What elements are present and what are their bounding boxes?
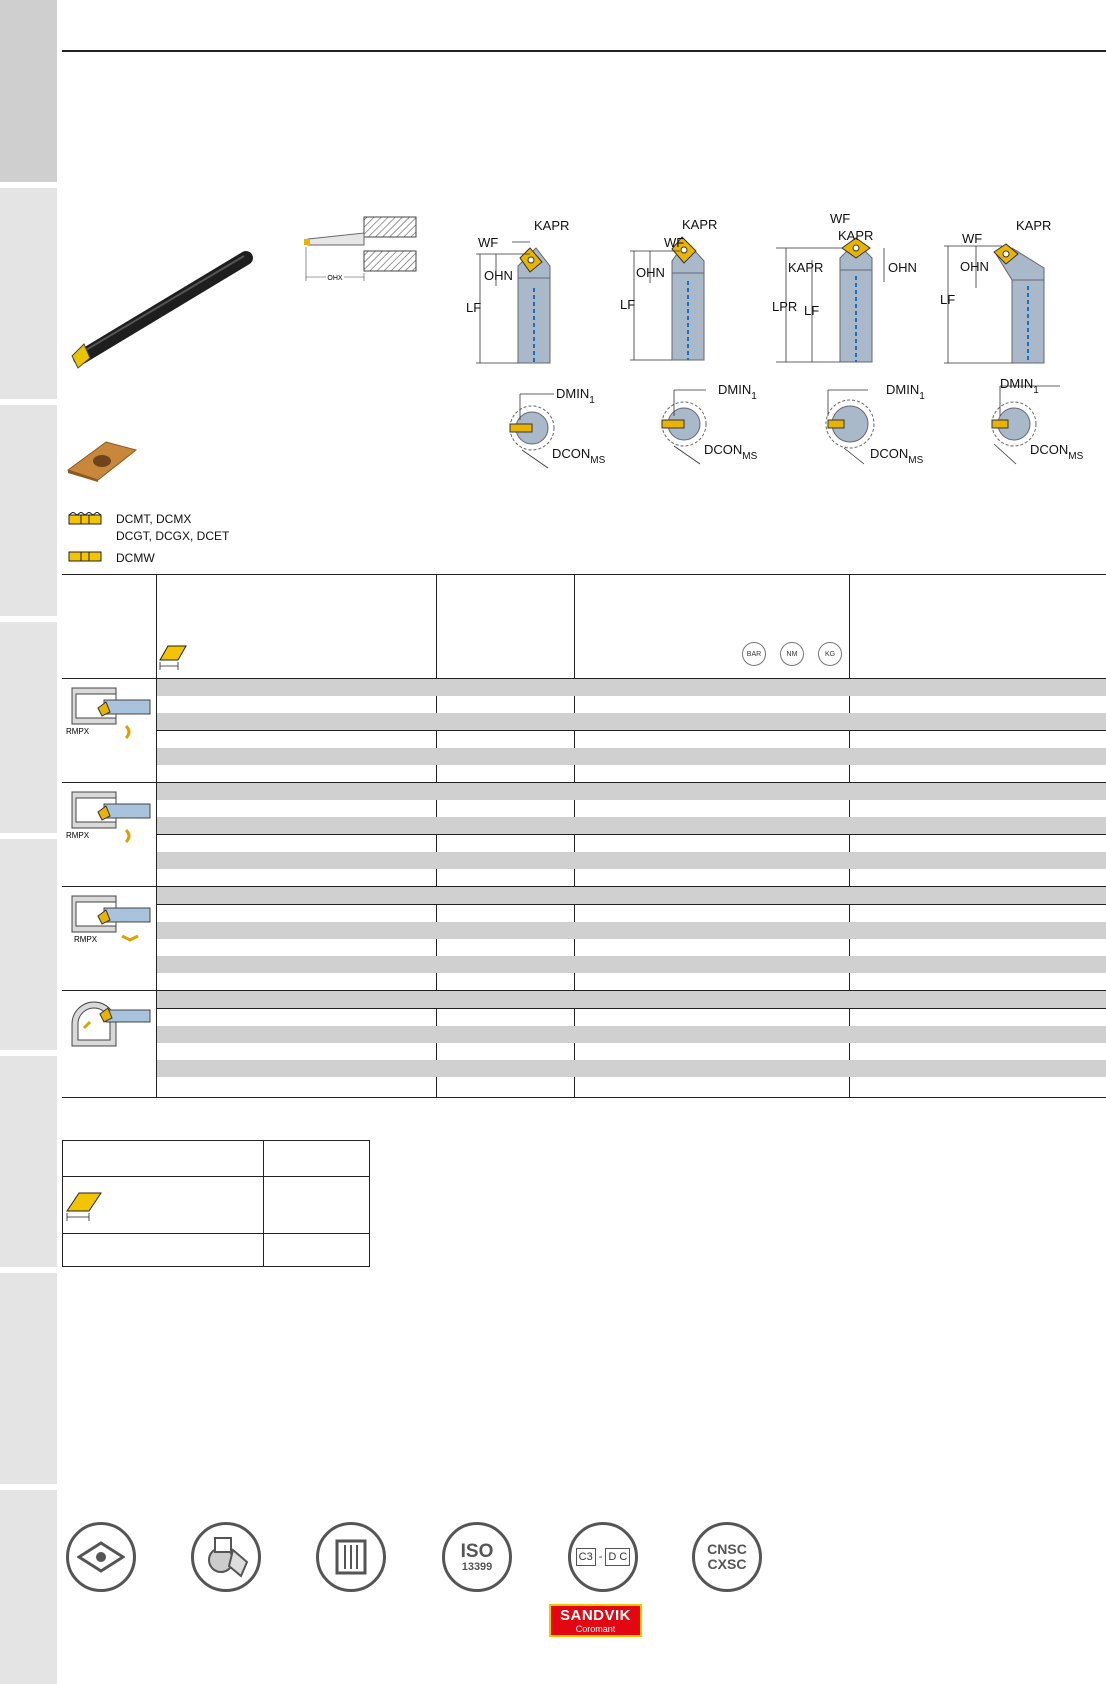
unit-kg-button[interactable]: KG [818,642,842,666]
insert-geometry-icon-1 [68,512,102,525]
index-tab-4[interactable] [0,622,57,833]
index-tab-6[interactable] [0,1056,57,1267]
dcon-label: $DCON_{MS}$ [1030,442,1084,462]
legend-line-2: DCGT, DCGX, DCET [116,529,230,543]
ohn-label: OHN [484,268,513,283]
unit-bar-button[interactable]: BAR [742,642,766,666]
application-icon-2 [64,786,154,846]
tool-view-1 [466,218,596,368]
ohx-drawing [298,215,423,285]
cnsc-cxsc-icon[interactable] [692,1522,762,1592]
dmin-label: $DMIN_1$ [886,382,925,402]
kapr-label: KAPR [534,218,570,233]
lf-label: LF [940,292,956,307]
index-tab-8[interactable] [0,1490,57,1684]
legend-line-1: DCMT, DCMX [116,512,192,526]
index-tab-1[interactable] [0,0,57,182]
rmpx-label: RMPX [66,831,90,840]
legend-line-3: DCMW [116,551,155,565]
insert-geometry-icon-2 [68,551,102,562]
insert-size-icon [65,1191,105,1225]
boring-bar-image [68,246,258,376]
wf-label: WF [830,212,851,226]
kapr-label-2: KAPR [788,260,824,275]
unit-nm-button[interactable]: NM [780,642,804,666]
insert-image [66,440,138,482]
dmin-label: $DMIN_1$ [1000,376,1039,396]
application-icon-4 [64,994,154,1054]
dcon-label: $DCON_{MS}$ [552,446,606,466]
ohn-label: OHN [960,259,989,274]
collet-icon[interactable] [316,1522,386,1592]
end-view-2 [652,376,782,466]
kapr-label: KAPR [1016,218,1052,233]
lpr-label: LPR [772,299,798,314]
kapr-label: KAPR [838,228,874,243]
tool-view-3 [772,212,922,367]
cxsc-label: CXSC [707,1556,747,1572]
iso-label: ISO [460,1540,494,1562]
tool-holder-icon[interactable] [191,1522,261,1592]
lf-label: LF [466,300,482,315]
lf-label: LF [804,303,820,318]
wf-label: WF [478,235,499,250]
ohn-label: OHN [636,265,665,280]
end-view-1 [500,380,630,470]
end-view-3 [814,376,944,466]
c3-label: C3 [576,1548,596,1566]
wf-label: WF [962,231,983,246]
rmpx-label: RMPX [66,727,90,736]
wf-label: WF [664,235,685,250]
kapr-label: KAPR [682,217,718,232]
insert-size-table [62,1140,370,1267]
cnsc-label: CNSC [707,1541,747,1557]
end-view-4 [980,376,1106,466]
dmin-label: $DMIN_1$ [718,382,757,402]
header-rule [62,50,1106,52]
iso-13399-icon[interactable] [442,1522,512,1592]
iso-number-label: 13399 [461,1560,493,1573]
dmin-label: $DMIN_1$ [556,386,595,406]
rmpx-label: RMPX [74,935,98,944]
dcon-label: $DCON_{MS}$ [704,442,758,462]
application-icon-1 [64,682,154,742]
index-tab-7[interactable] [0,1273,57,1484]
ohn-label: OHN [888,260,917,275]
tool-view-4 [936,218,1086,368]
tool-view-2 [620,215,750,365]
ohx-label: OHX [327,275,343,282]
insert-icon[interactable] [66,1522,136,1592]
product-table [62,574,1106,1098]
index-tab-2[interactable] [0,188,57,399]
index-tab-5[interactable] [0,839,57,1050]
insert-size-icon [158,644,188,672]
c3-dc-icon[interactable]: C3 - D C [568,1522,638,1592]
sandvik-coromant-logo: SANDVIK Coromant [549,1604,642,1637]
index-tab-3[interactable] [0,405,57,616]
dc-label: D C [605,1548,630,1566]
dcon-label: $DCON_{MS}$ [870,446,924,466]
application-icon-3 [64,890,154,950]
lf-label: LF [620,297,636,312]
